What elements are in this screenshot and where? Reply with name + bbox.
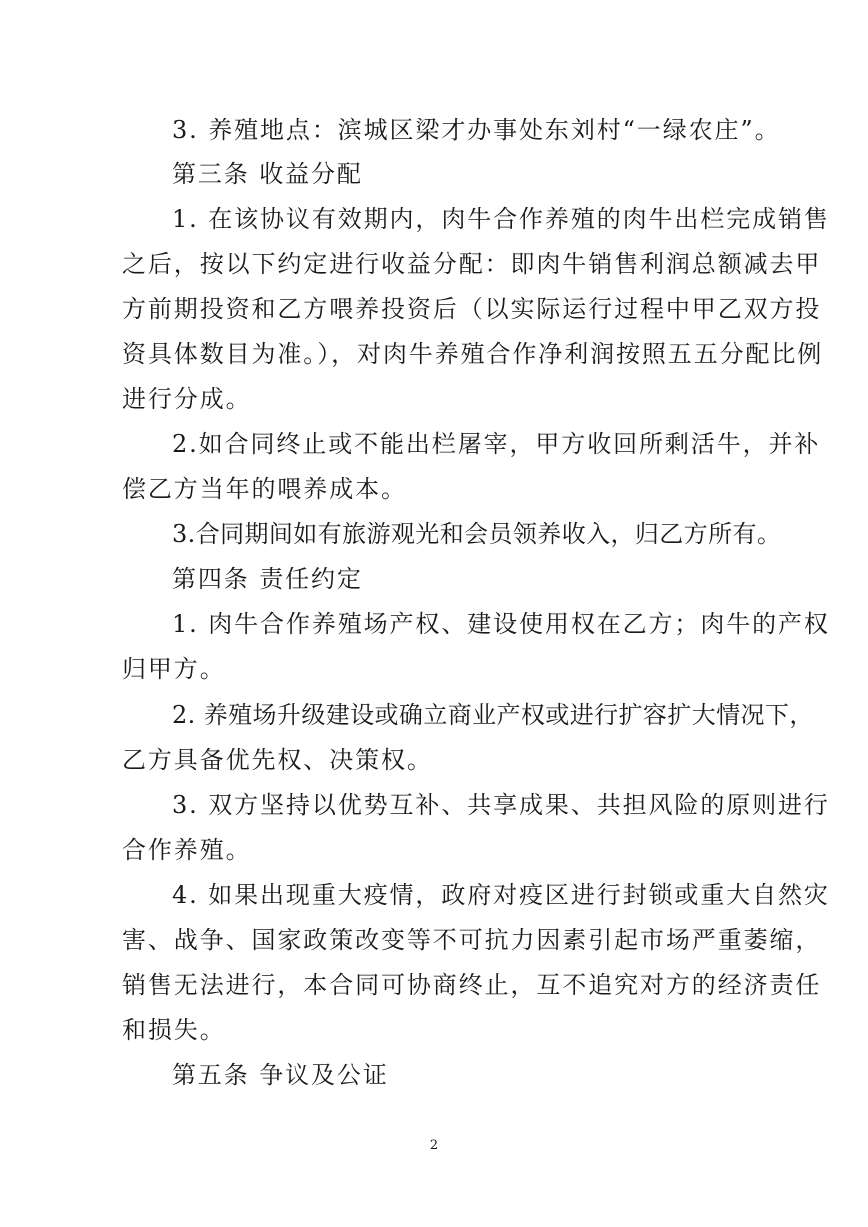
text-line: 1. 在该协议有效期内，肉牛合作养殖的肉牛出栏完成销售 bbox=[172, 205, 830, 233]
section-heading-article-3: 第三条 收益分配 bbox=[172, 160, 363, 188]
text-line: 合作养殖。 bbox=[122, 836, 252, 864]
text-line: 害、战争、国家政策改变等不可抗力因素引起市场严重萎缩， bbox=[122, 926, 822, 954]
text-line-location: 3. 养殖地点：滨城区梁才办事处东刘村“一绿农庄”。 bbox=[172, 116, 781, 144]
text-line: 进行分成。 bbox=[122, 385, 252, 413]
section-heading-article-5: 第五条 争议及公证 bbox=[172, 1061, 389, 1089]
text-line: 3.合同期间如有旅游观光和会员领养收入，归乙方所有。 bbox=[172, 520, 782, 548]
text-line: 销售无法进行，本合同可协商终止，互不追究对方的经济责任 bbox=[122, 971, 822, 999]
text-line: 偿乙方当年的喂养成本。 bbox=[122, 475, 407, 503]
section-heading-article-4: 第四条 责任约定 bbox=[172, 565, 363, 593]
text-line: 1. 肉牛合作养殖场产权、建设使用权在乙方；肉牛的产权 bbox=[172, 610, 830, 638]
text-line: 2.如合同终止或不能出栏屠宰，甲方收回所剩活牛，并补 bbox=[172, 430, 821, 458]
text-line: 资具体数目为准。），对肉牛养殖合作净利润按照五五分配比例 bbox=[122, 340, 824, 368]
text-line: 归甲方。 bbox=[122, 655, 226, 683]
text-line: 3. 双方坚持以优势互补、共享成果、共担风险的原则进行 bbox=[172, 791, 830, 819]
text-line: 乙方具备优先权、决策权。 bbox=[122, 746, 433, 774]
text-line: 4. 如果出现重大疫情，政府对疫区进行封锁或重大自然灾 bbox=[172, 881, 830, 909]
text-line: 方前期投资和乙方喂养投资后（以实际运行过程中甲乙双方投 bbox=[122, 295, 822, 323]
page-number: 2 bbox=[429, 1138, 439, 1153]
text-line: 和损失。 bbox=[122, 1016, 226, 1044]
text-line: 2. 养殖场升级建设或确立商业产权或进行扩容扩大情况下， bbox=[172, 701, 814, 729]
text-line: 之后，按以下约定进行收益分配：即肉牛销售利润总额减去甲 bbox=[122, 250, 822, 278]
